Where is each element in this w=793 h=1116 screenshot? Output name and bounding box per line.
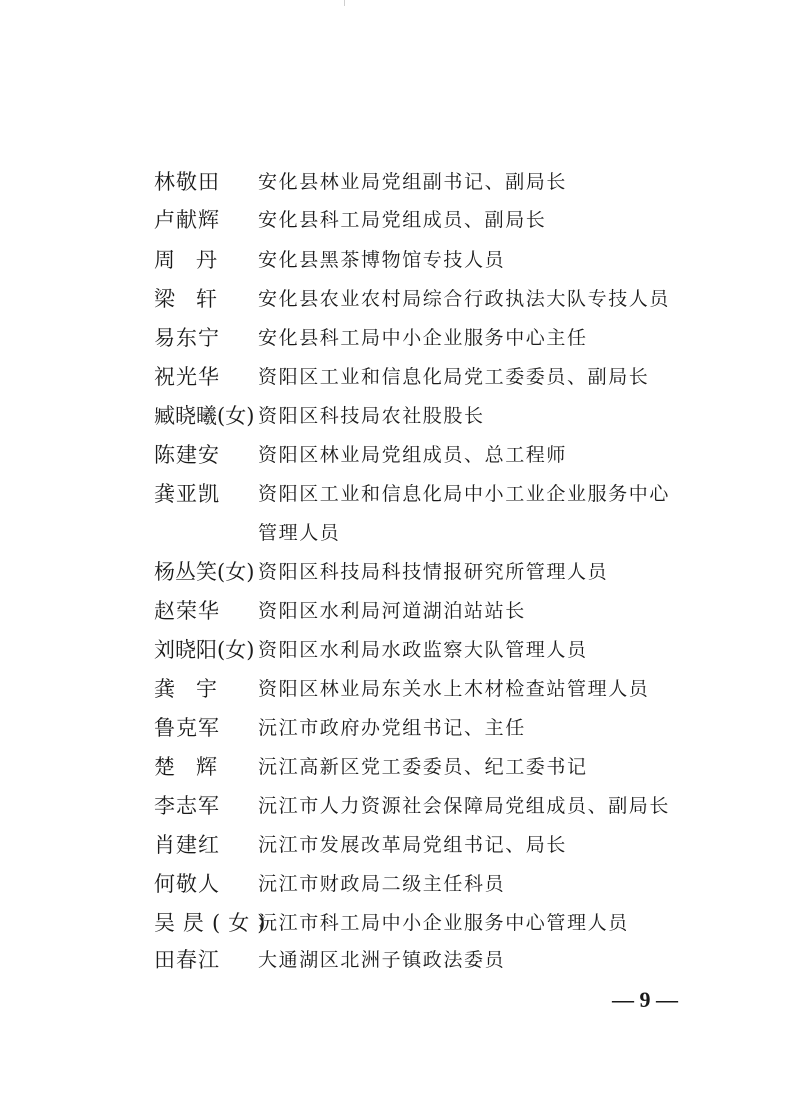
list-item: [0, 673, 793, 705]
list-item: [0, 829, 793, 861]
person-title: 沅江市政府办党组书记、主任: [258, 717, 526, 739]
person-name: 林敬田: [154, 170, 220, 194]
person-name: 易东宁: [154, 326, 220, 350]
list-item: [0, 907, 793, 939]
person-name: 龚亚凯: [154, 482, 220, 506]
person-title: 安化县农业农村局综合行政执法大队专技人员: [258, 288, 671, 310]
person-name: 祝光华: [154, 365, 220, 389]
person-title: 资阳区林业局东关水上木材检查站管理人员: [258, 678, 650, 700]
list-item: [0, 361, 793, 393]
person-title: 安化县科工局中小企业服务中心主任: [258, 327, 588, 349]
person-name: 臧晓曦(女): [154, 404, 255, 428]
person-title: 沅江高新区党工委委员、纪工委书记: [258, 756, 588, 778]
person-name: 何敬人: [154, 872, 220, 896]
person-name: 田春江: [154, 948, 220, 972]
person-name: 梁轩: [154, 287, 238, 311]
person-name: 陈建安: [154, 443, 220, 467]
person-name: 楚辉: [154, 755, 238, 779]
person-title: 安化县黑茶博物馆专技人员: [258, 249, 506, 271]
list-item: [0, 595, 793, 627]
person-name: 吴昃(女): [154, 911, 274, 935]
list-item: [0, 944, 793, 976]
person-title: 资阳区工业和信息化局中小工业企业服务中心: [258, 483, 671, 505]
list-item-continuation: [0, 517, 793, 549]
person-title: 资阳区水利局水政监察大队管理人员: [258, 639, 588, 661]
list-item: [0, 634, 793, 666]
list-item: [0, 244, 793, 276]
list-item: [0, 204, 793, 236]
list-item: [0, 166, 793, 198]
person-name: 刘晓阳(女): [154, 638, 255, 662]
person-name: 李志军: [154, 794, 220, 818]
scan-mark: [344, 0, 345, 6]
person-title: 资阳区科技局农社股股长: [258, 405, 485, 427]
person-title: 资阳区林业局党组成员、总工程师: [258, 444, 568, 466]
person-title: 安化县科工局党组成员、副局长: [258, 209, 547, 231]
person-name: 卢献辉: [154, 208, 220, 232]
person-title: 沅江市人力资源社会保障局党组成员、副局长: [258, 795, 671, 817]
person-name: 杨丛笑(女): [154, 560, 255, 584]
list-item: [0, 439, 793, 471]
list-item: [0, 751, 793, 783]
list-item: [0, 556, 793, 588]
person-title: 资阳区水利局河道湖泊站站长: [258, 600, 526, 622]
list-item: [0, 400, 793, 432]
person-title: 沅江市财政局二级主任科员: [258, 873, 506, 895]
person-name: 肖建红: [154, 833, 220, 857]
person-title-continuation: 管理人员: [258, 522, 341, 544]
person-title: 安化县林业局党组副书记、副局长: [258, 171, 568, 193]
person-title: 沅江市科工局中小企业服务中心管理人员: [258, 912, 629, 934]
person-title: 资阳区工业和信息化局党工委委员、副局长: [258, 366, 650, 388]
person-title: 大通湖区北洲子镇政法委员: [258, 949, 506, 971]
page-number: — 9 —: [612, 987, 678, 1012]
person-name: 龚宇: [154, 677, 238, 701]
list-item: [0, 283, 793, 315]
list-item: [0, 790, 793, 822]
person-name: 赵荣华: [154, 599, 220, 623]
person-title: 资阳区科技局科技情报研究所管理人员: [258, 561, 609, 583]
person-name: 周丹: [154, 248, 238, 272]
person-title: 沅江市发展改革局党组书记、局长: [258, 834, 568, 856]
person-name: 鲁克军: [154, 716, 220, 740]
list-item: [0, 712, 793, 744]
list-item: [0, 868, 793, 900]
list-item: [0, 322, 793, 354]
list-item: [0, 478, 793, 510]
